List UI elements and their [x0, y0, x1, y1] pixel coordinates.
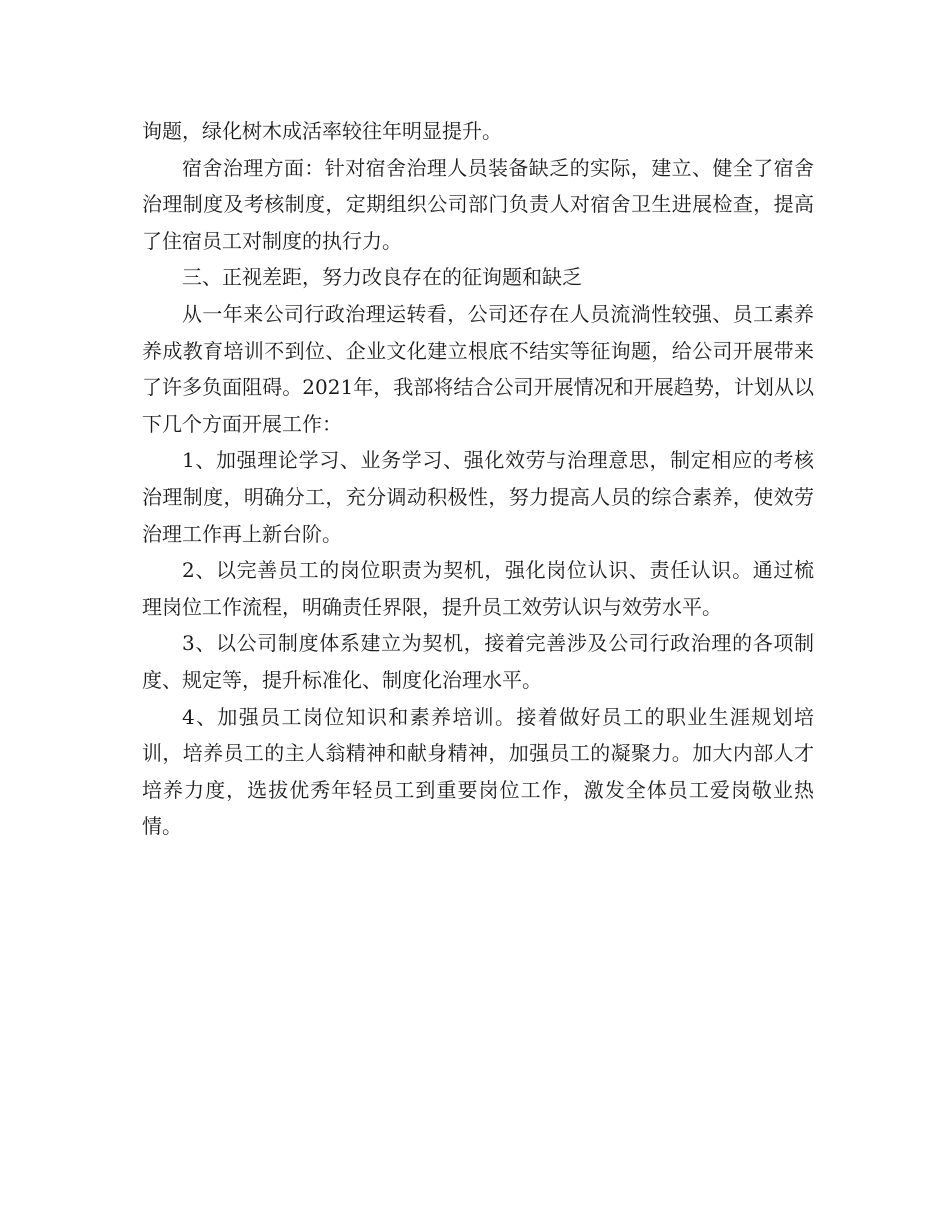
list-item-2: 2、以完善员工的岗位职责为契机，强化岗位认识、责任认识。通过梳理岗位工作流程，明确责任界限，提升员工效劳认识与效劳水平。 — [142, 558, 814, 619]
paragraph-annual-review: 从一年来公司行政治理运转看，公司还存在人员流淌性较强、员工素养养成教育培训不到位、企业文化建立根底不结实等征询题，给公司开展带来了许多负面阻碍。2021年，我部将结合公司开展情况和开展趋势，计划从以下几个方面开展工作： — [142, 301, 814, 436]
list-item-3: 3、以公司制度体系建立为契机，接着完善涉及公司行政治理的各项制度、规定等，提升标准化、制度化治理水平。 — [142, 631, 814, 692]
paragraph-dormitory-management: 宿舍治理方面：针对宿舍治理人员装备缺乏的实际，建立、健全了宿舍治理制度及考核制度，定期组织公司部门负责人对宿舍卫生进展检查，提高了住宿员工对制度的执行力。 — [142, 155, 814, 253]
list-item-4: 4、加强员工岗位知识和素养培训。接着做好员工的职业生涯规划培训，培养员工的主人翁精神和献身精神，加强员工的凝聚力。加大内部人才培养力度，选拔优秀年轻员工到重要岗位工作，激发全体员工爱岗敬业热情。 — [142, 704, 814, 839]
paragraph-continuation: 询题，绿化树木成活率较往年明显提升。 — [142, 119, 502, 143]
list-item-1: 1、加强理论学习、业务学习、强化效劳与治理意思，制定相应的考核治理制度，明确分工，充分调动积极性，努力提高人员的综合素养，使效劳治理工作再上新台阶。 — [142, 448, 814, 546]
section-heading-three: 三、正视差距，努力改良存在的征询题和缺乏 — [182, 265, 582, 290]
document-body — [142, 113, 814, 845]
